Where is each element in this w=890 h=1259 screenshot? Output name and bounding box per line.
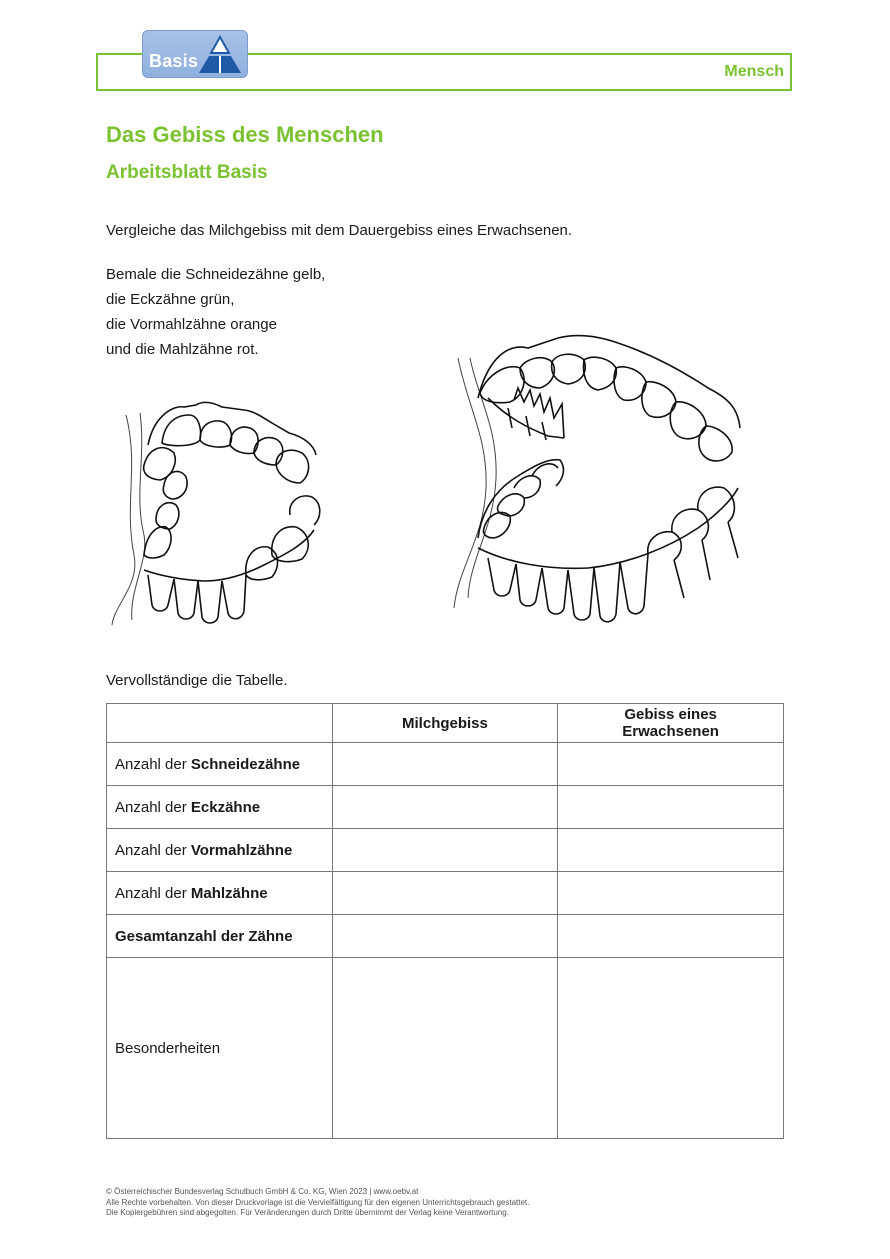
row-label [107,872,333,915]
row-label [107,743,333,786]
milk-teeth-cell[interactable] [332,743,558,786]
row-label-bold: Mahlzähne [190,884,268,902]
header-adult-teeth-label: Gebiss eines Erwachsenen [622,706,719,740]
milk-teeth-cell[interactable] [332,786,558,829]
adult-teeth-cell[interactable] [558,958,784,1139]
instruction-line: die Eckzähne grün, [106,291,235,308]
page-title: Das Gebiss des Menschen [106,122,384,147]
table-header-row [107,704,784,743]
adult-teeth-cell[interactable] [558,915,784,958]
instructions [106,262,325,362]
row-label-bold: Eckzähne [190,798,261,816]
table-row [107,743,784,786]
row-label [107,958,333,1139]
basis-logo [142,30,248,78]
adult-teeth-cell[interactable] [558,872,784,915]
row-label [107,915,333,958]
table-prompt: Vervollständige die Tabelle. [106,672,288,689]
row-label [107,786,333,829]
table-row [107,829,784,872]
instruction-line: und die Mahlzähne rot. [106,341,259,358]
footer [106,1187,529,1219]
row-label-prefix: Anzahl der [115,755,191,773]
adult-teeth-cell[interactable] [558,829,784,872]
footer-disclaimer: Die Kopiergebühren sind abgegolten. Für Veränderungen durch Dritte übernimmt der Verlag keine Verantwortung. [106,1208,509,1217]
footer-copyright: © Österreichischer Bundesverlag Schulbuch GmbH & Co. KG, Wien 2023 | www.oebv.at [106,1187,419,1196]
milk-teeth-cell[interactable] [332,829,558,872]
row-label-prefix: Anzahl der [115,884,191,902]
instruction-line: die Vormahlzähne orange [106,316,277,333]
row-label [107,829,333,872]
adult-teeth-illustration [448,318,758,633]
milk-teeth-illustration [104,385,329,630]
milk-teeth-cell[interactable] [332,958,558,1139]
table-row [107,915,784,958]
row-label-bold: Vormahlzähne [190,841,293,859]
milk-teeth-cell[interactable] [332,915,558,958]
table-row [107,958,784,1139]
row-label-bold: Gesamtanzahl der Zähne [115,927,293,945]
row-label-prefix: Besonderheiten [115,1039,221,1057]
subject-label: Mensch [724,63,784,80]
intro-text: Vergleiche das Milchgebiss mit dem Dauergebiss eines Erwachsenen. [106,222,573,239]
adult-teeth-cell[interactable] [558,743,784,786]
header-adult-teeth [558,704,784,743]
row-label-prefix: Anzahl der [115,841,191,859]
footer-rights: Alle Rechte vorbehalten. Von dieser Druckvorlage ist die Vervielfältigung für den eigenen Unterrichtsgebrauch gestattet. [106,1197,530,1207]
adult-teeth-cell[interactable] [558,786,784,829]
instruction-line: Bemale die Schneidezähne gelb, [106,266,326,283]
table-row [107,786,784,829]
header-milk-teeth: Milchgebiss [332,704,558,743]
pyramid-icon [197,35,243,75]
comparison-table [106,703,784,1139]
header-empty [107,704,333,743]
logo-label: Basis [149,51,199,71]
milk-teeth-cell[interactable] [332,872,558,915]
page-subtitle: Arbeitsblatt Basis [106,162,268,183]
table-row [107,872,784,915]
row-label-prefix: Anzahl der [115,798,191,816]
row-label-bold: Schneidezähne [190,755,301,773]
